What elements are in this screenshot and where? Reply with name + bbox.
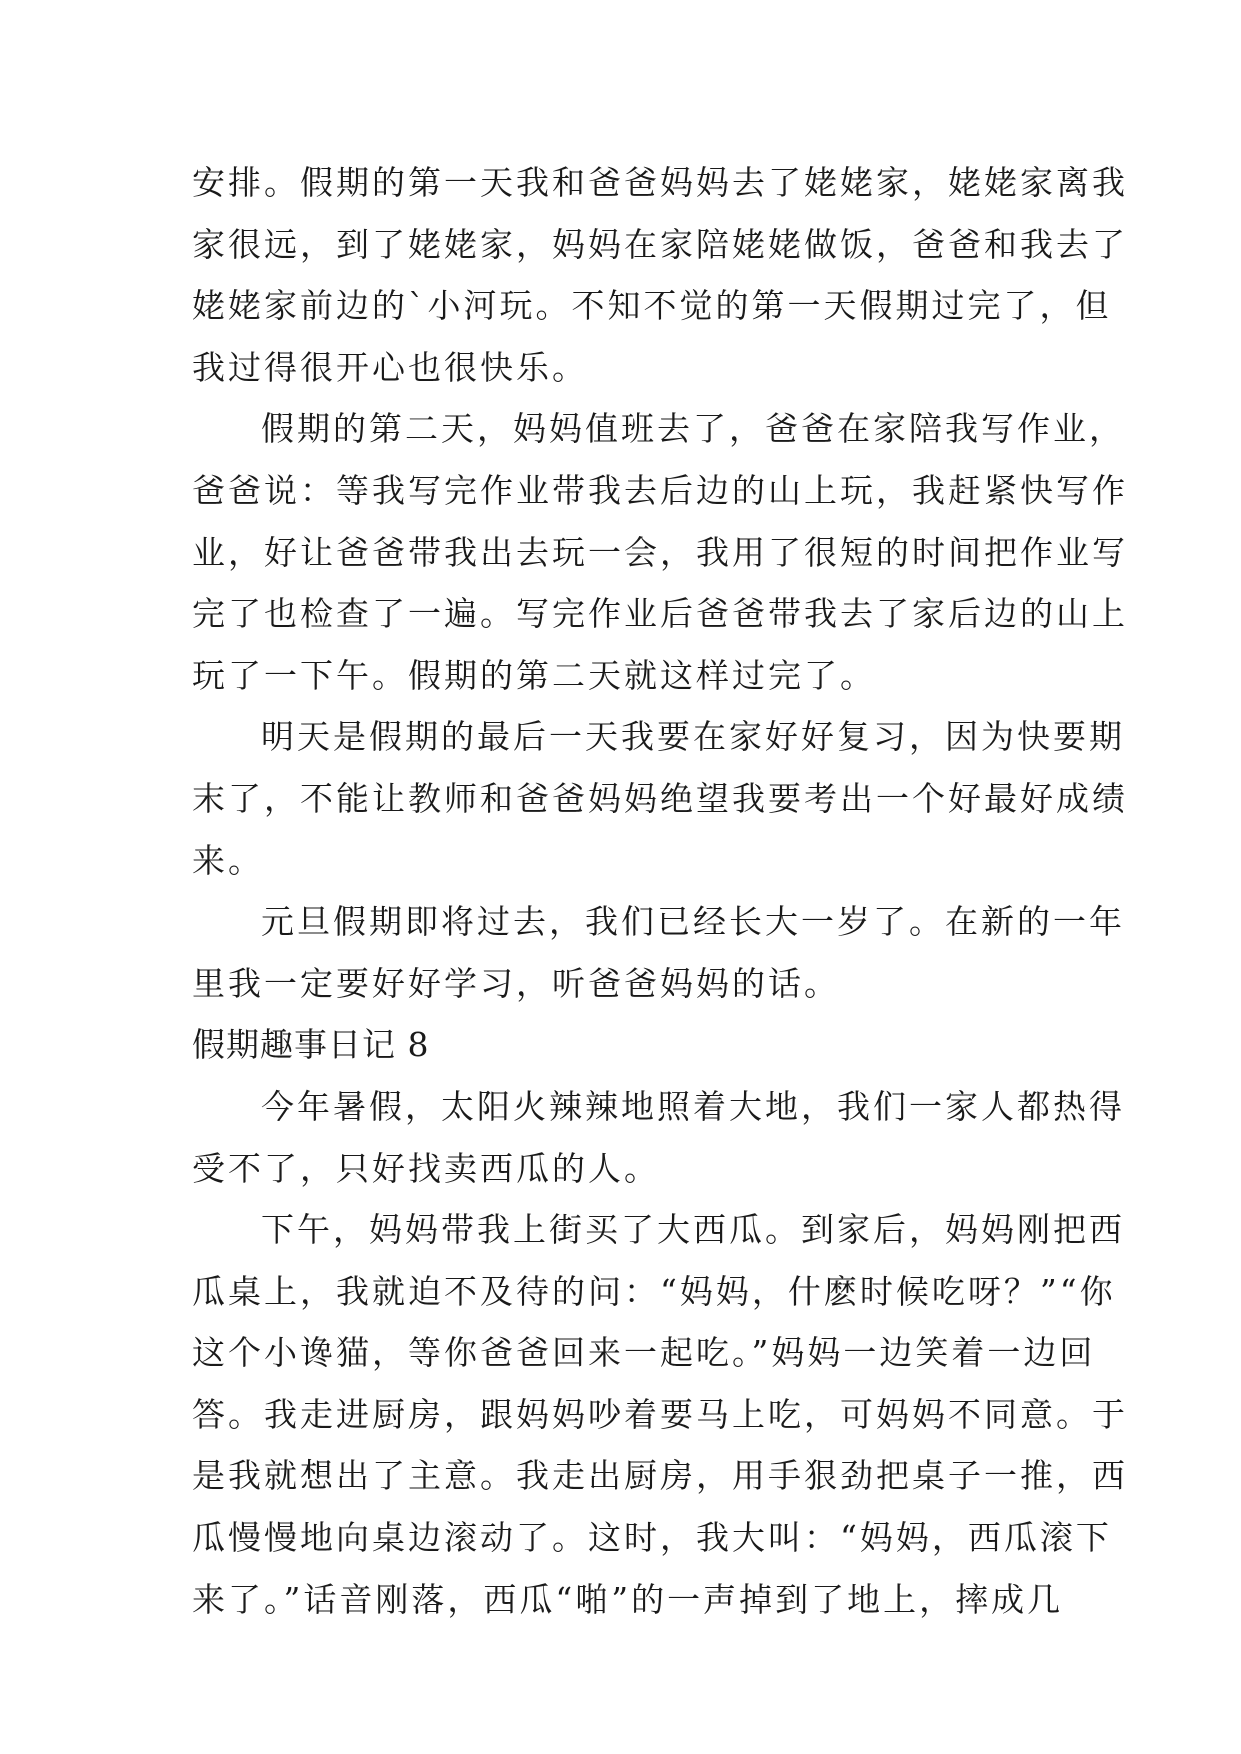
text-line: 明天是假期的最后一天我要在家好好复习，因为快要期 [261,717,1125,757]
paragraph [192,1199,1128,1630]
text-line: 完了也检查了一遍。写完作业后爸爸带我去了家后边的山上 [192,594,1128,634]
text-line: 安排。假期的第一天我和爸爸妈妈去了姥姥家，姥姥家离我 [192,163,1128,202]
text-line: 受不了，只好找卖西瓜的人。 [192,1148,660,1188]
section-heading [192,1014,1062,1076]
text-line: 瓜慢慢地向桌边滚动了。这时，我大叫：“妈妈，西瓜滚下 [192,1518,1112,1558]
text-line: 爸爸说：等我写完作业带我去后边的山上玩，我赶紧快写作 [192,470,1128,510]
text-line: 家很远，到了姥姥家，妈妈在家陪姥姥做饭，爸爸和我去了 [192,224,1128,264]
paragraph [192,891,1125,1014]
text-line: 来。 [192,840,264,880]
paragraph [192,152,1128,398]
text-line: 来了。”话音刚落，西瓜“啪”的一声掉到了地上，摔成几 [192,1579,1064,1619]
paragraph [192,398,1128,706]
paragraph [192,706,1128,891]
text-line: 玩了一下午。假期的第二天就这样过完了。 [192,655,876,695]
text-line: 业，好让爸爸带我出去玩一会，我用了很短的时间把作业写 [192,532,1128,572]
document-body [192,152,1128,1630]
text-line: 元旦假期即将过去，我们已经长大一岁了。在新的一年 [261,902,1125,942]
text-line: 瓜桌上，我就迫不及待的问：“妈妈，什麽时候吃呀？”“你 [192,1271,1116,1311]
text-line: 答。我走进厨房，跟妈妈吵着要马上吃，可妈妈不同意。于 [192,1394,1128,1434]
paragraph [192,1076,1125,1199]
text-line: 姥姥家前边的`小河玩。不知不觉的第一天假期过完了，但 [192,286,1112,326]
text-line: 这个小谗猫，等你爸爸回来一起吃。”妈妈一边笑着一边回 [192,1333,1096,1373]
text-line: 里我一定要好好学习，听爸爸妈妈的话。 [192,963,840,1003]
text-line: 假期的第二天，妈妈值班去了，爸爸在家陪我写作业， [261,409,1125,449]
text-line: 末了，不能让教师和爸爸妈妈绝望我要考出一个好最好成绩 [192,778,1128,818]
heading-text: 假期趣事日记 8 [192,1025,430,1065]
text-line: 今年暑假，太阳火辣辣地照着大地，我们一家人都热得 [261,1086,1125,1126]
text-line: 我过得很开心也很快乐。 [192,347,588,387]
text-line: 是我就想出了主意。我走出厨房，用手狠劲把桌子一推，西 [192,1456,1128,1496]
text-line: 下午，妈妈带我上街买了大西瓜。到家后，妈妈刚把西 [261,1210,1125,1250]
